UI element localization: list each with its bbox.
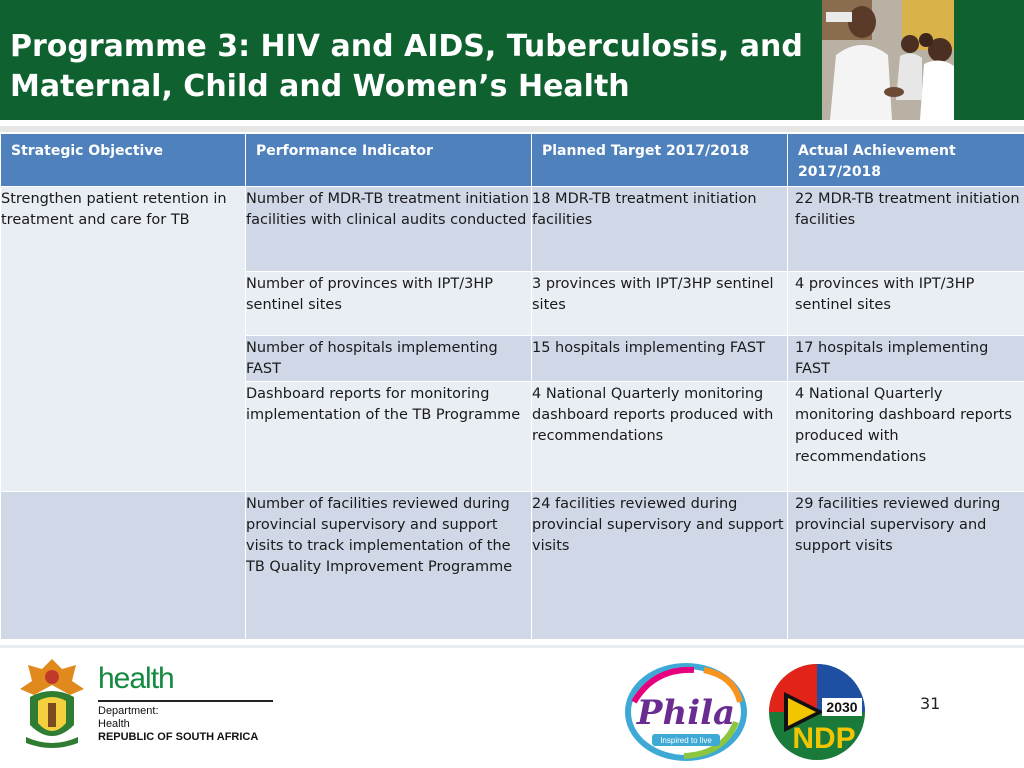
page-title [10, 27, 820, 107]
col-header-strategic-objective: Strategic Objective [1, 134, 246, 187]
actual-cell: 4 National Quarterly monitoring dashboard reports produced with recommendations [788, 381, 1024, 491]
strategic-objective-cell-empty [1, 491, 246, 639]
target-cell: 24 facilities reviewed during provincial supervisory and support visits [532, 491, 788, 639]
ndp-text: NDP [792, 722, 856, 755]
indicator-cell: Number of hospitals implementing FAST [246, 336, 532, 382]
department-label [98, 705, 258, 744]
actual-cell: 22 MDR-TB treatment initiation facilities [788, 187, 1024, 272]
table-row [1, 187, 1024, 272]
indicator-cell: Number of provinces with IPT/3HP sentinel sites [246, 272, 532, 336]
target-cell: 4 National Quarterly monitoring dashboard reports produced with recommendations [532, 381, 788, 491]
title-line-1: Programme 3: HIV and AIDS, Tuberculosis, and [10, 29, 803, 64]
header-divider [0, 126, 1024, 132]
target-cell: 18 MDR-TB treatment initiation facilities [532, 187, 788, 272]
phila-logo [624, 662, 748, 762]
phila-text: Phila [636, 693, 736, 733]
dept-line-3: REPUBLIC OF SOUTH AFRICA [98, 731, 259, 743]
col-header-performance-indicator: Performance Indicator [246, 134, 532, 187]
phila-tagline: Inspired to live [660, 736, 712, 745]
nurse-children-photo [822, 0, 954, 120]
actual-cell: 17 hospitals implementing FAST [788, 336, 1024, 382]
performance-table [0, 133, 1024, 640]
health-wordmark: health [98, 662, 174, 695]
indicator-cell: Number of facilities reviewed during provincial supervisory and support visits to track implementation of the TB Quality Improvement Programme [246, 491, 532, 639]
actual-cell: 4 provinces with IPT/3HP sentinel sites [788, 272, 1024, 336]
actual-cell: 29 facilities reviewed during provincial supervisory and support visits [788, 491, 1024, 639]
col-header-actual-achievement: Actual Achievement 2017/2018 [788, 134, 1024, 187]
footer-divider [0, 645, 1024, 648]
ndp-year: 2030 [826, 699, 858, 715]
dept-line-1: Department: [98, 705, 159, 717]
coat-of-arms-logo [16, 655, 88, 751]
health-underline [98, 700, 273, 702]
strategic-objective-cell: Strengthen patient retention in treatment and care for TB [1, 187, 246, 492]
col-header-planned-target: Planned Target 2017/2018 [532, 134, 788, 187]
table-row [1, 491, 1024, 639]
table-header-row [1, 134, 1024, 187]
indicator-cell: Dashboard reports for monitoring implementation of the TB Programme [246, 381, 532, 491]
target-cell: 3 provinces with IPT/3HP sentinel sites [532, 272, 788, 336]
title-line-2: Maternal, Child and Women’s Health [10, 69, 630, 104]
target-cell: 15 hospitals implementing FAST [532, 336, 788, 382]
page-number: 31 [920, 694, 941, 713]
dept-line-2: Health [98, 718, 130, 730]
indicator-cell: Number of MDR-TB treatment initiation facilities with clinical audits conducted [246, 187, 532, 272]
ndp-2030-logo [764, 662, 870, 762]
